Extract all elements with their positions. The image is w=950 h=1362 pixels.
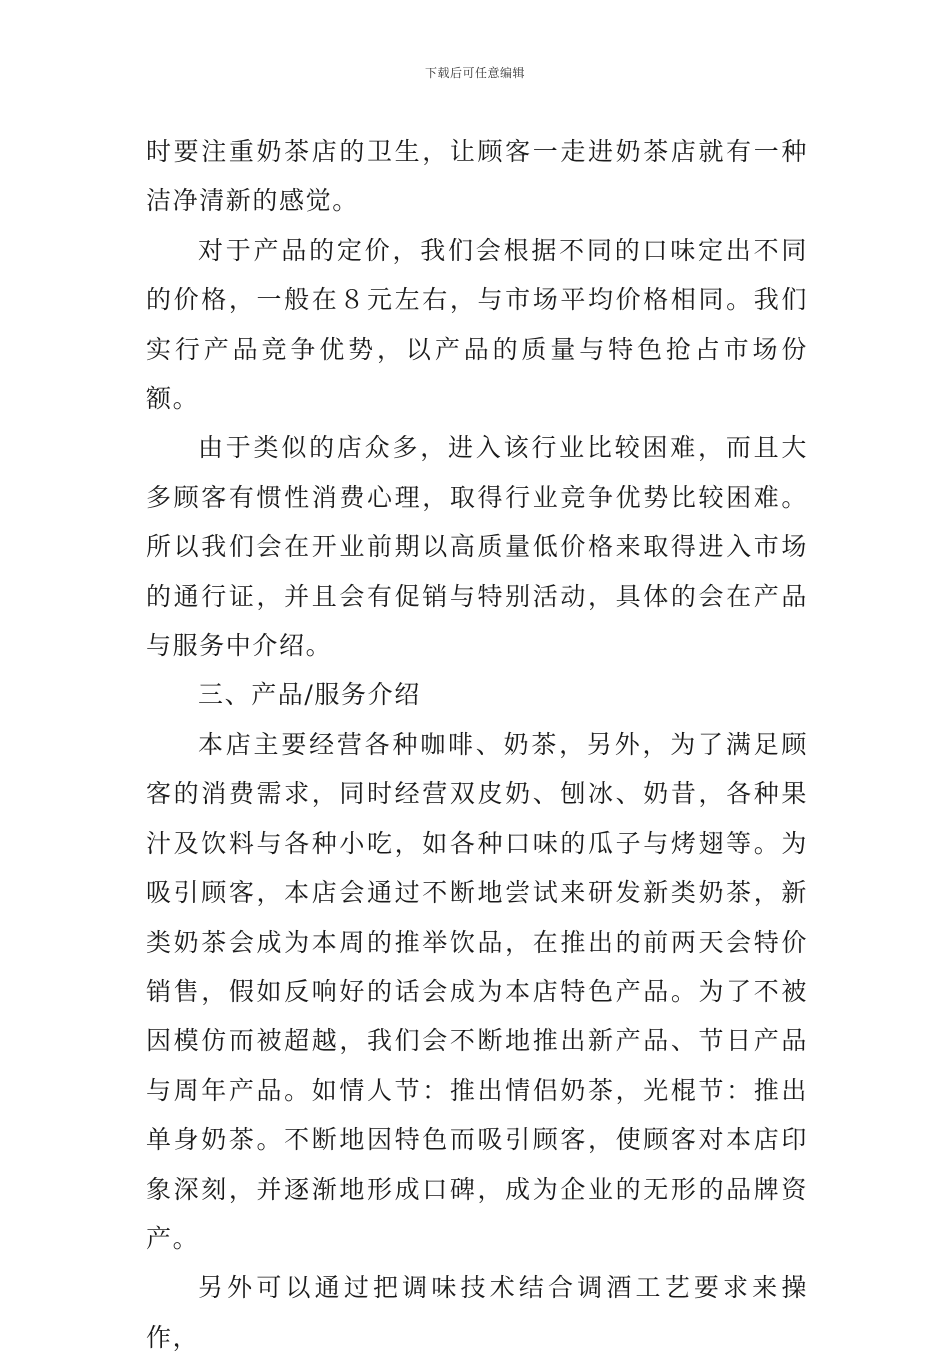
document-body	[146, 127, 808, 1362]
page-header-note: 下载后可任意编辑	[424, 66, 525, 80]
paragraph-tail: 另外可以通过把调味技术结合调酒工艺要求来操作，	[146, 1273, 808, 1352]
paragraph-hygiene: 时要注重奶茶店的卫生，让顾客一走进奶茶店就有一种洁净清新的感觉。	[146, 137, 808, 216]
section-heading-products: 三、产品/服务介绍	[198, 680, 421, 710]
paragraph-competition: 由于类似的店众多，进入该行业比较困难，而且大多顾客有惯性消费心理，取得行业竞争优势比较困难。所以我们会在开业前期以高质量低价格来取得进入市场的通行证，并且会有促销与特别活动，具体的会在产品与服务中介绍。	[146, 433, 808, 661]
paragraph-pricing: 对于产品的定价，我们会根据不同的口味定出不同的价格，一般在８元左右，与市场平均价格相同。我们实行产品竞争优势，以产品的质量与特色抢占市场份额。	[146, 235, 808, 414]
paragraph-products: 本店主要经营各种咖啡、奶茶，另外，为了满足顾客的消费需求，同时经营双皮奶、刨冰、奶昔，各种果汁及饮料与各种小吃，如各种口味的瓜子与烤翅等。为吸引顾客，本店会通过不断地尝试来研发新类奶茶，新类奶茶会成为本周的推举饮品，在推出的前两天会特价销售，假如反响好的话会成为本店特色产品。为了不被因模仿而被超越，我们会不断地推出新产品、节日产品与周年产品。如情人节：推出情侣奶茶，光棍节：推出单身奶茶。不断地因特色而吸引顾客，使顾客对本店印象深刻，并逐渐地形成口碑，成为企业的无形的品牌资产。	[146, 729, 808, 1253]
